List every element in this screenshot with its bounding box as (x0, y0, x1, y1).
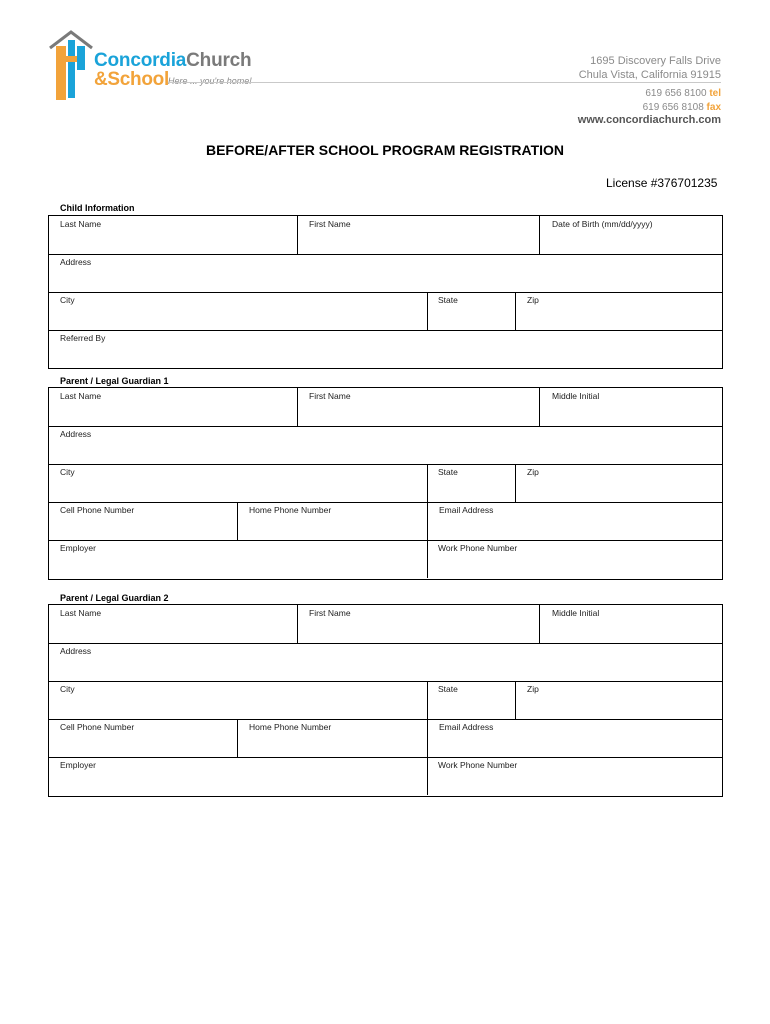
guardian2-zip-field[interactable]: Zip (527, 684, 539, 694)
guardian1-table (48, 387, 723, 580)
guardian2-address-field[interactable]: Address (60, 646, 92, 656)
phone-tag: tel (709, 88, 721, 99)
child-dob-field[interactable]: Date of Birth (mm/dd/yyyy) (552, 219, 653, 229)
address-line2: Chula Vista, California 91915 (578, 69, 721, 81)
guardian1-first-name-field[interactable]: First Name (309, 391, 351, 401)
license-number: License #376701235 (606, 176, 718, 190)
website-link[interactable]: www.concordiachurch.com (577, 114, 721, 126)
child-referred-by-field[interactable]: Referred By (60, 333, 106, 343)
guardian1-address-field[interactable]: Address (60, 429, 92, 439)
guardian1-middle-initial-field[interactable]: Middle Initial (552, 391, 600, 401)
guardian2-work-phone-field[interactable]: Work Phone Number (438, 760, 518, 770)
guardian1-state-field[interactable]: State (438, 467, 458, 477)
guardian2-employer-field[interactable]: Employer (60, 760, 96, 770)
guardian2-state-field[interactable]: State (438, 684, 458, 694)
contact-block (643, 87, 721, 115)
guardian1-employer-field[interactable]: Employer (60, 543, 96, 553)
guardian2-email-field[interactable]: Email Address (439, 722, 494, 732)
guardian1-section-title: Parent / Legal Guardian 1 (60, 376, 169, 386)
guardian1-home-phone-field[interactable]: Home Phone Number (249, 505, 332, 515)
logo-text-school: &School (94, 69, 169, 90)
guardian2-section-title: Parent / Legal Guardian 2 (60, 593, 169, 603)
child-last-name-field[interactable]: Last Name (60, 219, 102, 229)
logo-text-church: ConcordiaChurch (94, 50, 252, 71)
child-info-table (48, 215, 723, 369)
guardian2-table (48, 604, 723, 797)
child-first-name-field[interactable]: First Name (309, 219, 351, 229)
fax-tag: fax (706, 102, 721, 113)
tagline: Here ... you're home! (168, 76, 252, 86)
church-logo-icon (48, 30, 94, 102)
phone-number: 619 656 8100 (645, 88, 707, 99)
guardian1-zip-field[interactable]: Zip (527, 467, 539, 477)
guardian2-first-name-field[interactable]: First Name (309, 608, 351, 618)
guardian2-city-field[interactable]: City (60, 684, 75, 694)
guardian1-email-field[interactable]: Email Address (439, 505, 494, 515)
guardian2-last-name-field[interactable]: Last Name (60, 608, 102, 618)
header-divider (168, 82, 721, 83)
guardian2-middle-initial-field[interactable]: Middle Initial (552, 608, 600, 618)
guardian1-work-phone-field[interactable]: Work Phone Number (438, 543, 518, 553)
guardian1-city-field[interactable]: City (60, 467, 75, 477)
child-address-field[interactable]: Address (60, 257, 92, 267)
address-block (579, 54, 721, 82)
child-state-field[interactable]: State (438, 295, 458, 305)
child-zip-field[interactable]: Zip (527, 295, 539, 305)
fax-number: 619 656 8108 (642, 102, 704, 113)
guardian1-cell-phone-field[interactable]: Cell Phone Number (60, 505, 135, 515)
guardian2-home-phone-field[interactable]: Home Phone Number (249, 722, 332, 732)
guardian2-cell-phone-field[interactable]: Cell Phone Number (60, 722, 135, 732)
form-title: BEFORE/AFTER SCHOOL PROGRAM REGISTRATION (205, 142, 565, 158)
child-section-title: Child Information (60, 203, 135, 213)
address-line1: 1695 Discovery Falls Drive (590, 55, 721, 67)
guardian1-last-name-field[interactable]: Last Name (60, 391, 102, 401)
child-city-field[interactable]: City (60, 295, 75, 305)
